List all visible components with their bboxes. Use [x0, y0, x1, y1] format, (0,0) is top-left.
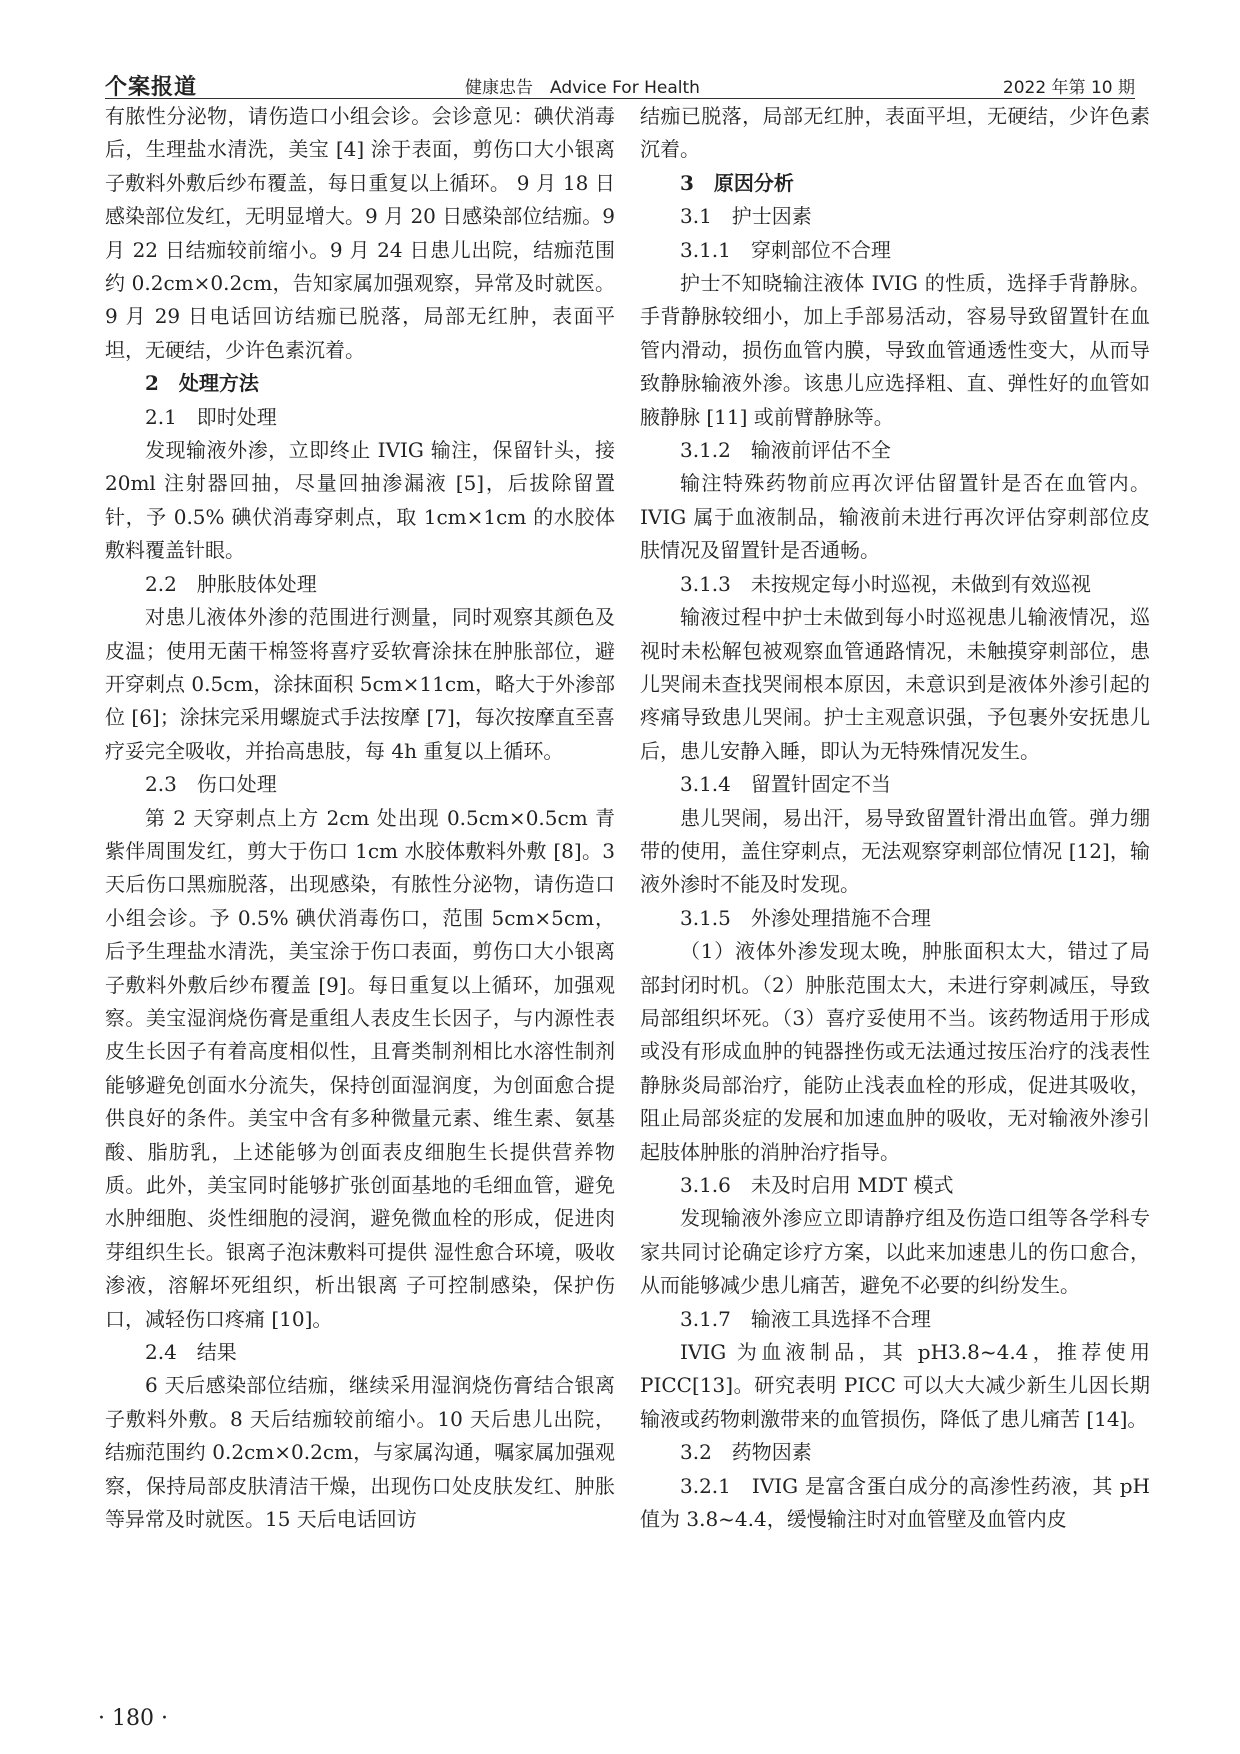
subsection-heading: 3.2 药物因素: [680, 1440, 812, 1465]
subsection-heading: 2.2 肿胀肢体处理: [145, 571, 317, 596]
subsection-heading: 3.1.2 输液前评估不全: [680, 438, 891, 463]
body-paragraph: 输注特殊药物前应再次评估留置针是否在血管内。IVIG 属于血液制品，输液前未进行再次评估穿刺部位皮肤情况及留置针是否通畅。: [640, 471, 1150, 563]
subsection-heading: 2.3 伤口处理: [145, 772, 277, 797]
body-paragraph: 患儿哭闹，易出汗，易导致留置针滑出血管。弹力绷带的使用，盖住穿刺点，无法观察穿刺部位情况 [12]，输液外渗时不能及时发现。: [640, 805, 1150, 897]
page-number: · 180 ·: [98, 1706, 168, 1731]
subsection-heading: 3.1.1 穿刺部位不合理: [680, 237, 891, 262]
journal-name: 健康忠告 Advice For Health: [465, 78, 700, 98]
body-paragraph: 结痂已脱落，局部无红肿，表面平坦，无硬结，少许色素沉着。: [640, 104, 1150, 162]
subsection-heading: 3.1.4 留置针固定不当: [680, 772, 891, 797]
header-rule: [105, 98, 1135, 99]
body-paragraph: 发现输液外渗应立即请静疗组及伤造口组等各学科专家共同讨论确定诊疗方案，以此来加速患儿的伤口愈合，从而能够减少患儿痛苦，避免不必要的纠纷发生。: [640, 1206, 1150, 1298]
body-paragraph: 6 天后感染部位结痂，继续采用湿润烧伤膏结合银离子敷料外敷。8 天后结痂较前缩小。10 天后患儿出院，结痂范围约 0.2cm×0.2cm，与家属沟通，嘱家属加强观察，保持局部皮肤清洁干燥，出现伤口处皮肤发红、肿胀等异常及时就医。15 天后电话回访: [105, 1373, 615, 1532]
subsection-heading: 3.1.7 输液工具选择不合理: [680, 1306, 931, 1331]
section-heading: 3 原因分析: [680, 170, 794, 195]
subsection-heading: 3.1 护士因素: [680, 204, 812, 229]
body-paragraph: 第 2 天穿刺点上方 2cm 处出现 0.5cm×0.5cm 青紫伴周围发红，剪大于伤口 1cm 水胶体敷料外敷 [8]。3 天后伤口黑痂脱落，出现感染，有脓性分泌物，请伤造口小组会诊。予 0.5% 碘伏消毒伤口，范围 5cm×5cm，后予生理盐水清洗，美宝涂于伤口表面，剪伤口大小银离子敷料外敷后纱布覆盖 [9]。每日重复以上循环，加强观察。美宝湿润烧伤膏是重组人表皮生长因子，与内源性表皮生长因子有着高度相似性，且膏类制剂相比水溶性制剂能够避免创面水分流失，保持创面湿润度，为创面愈合提供良好的条件。美宝中含有多种微量元素、维生素、氨基酸、脂肪乳，上述能够为创面表皮细胞生长提供营养物质。此外，美宝同时能够扩张创面基地的毛细血管，避免水肿细胞、炎性细胞的浸润，避免微血栓的形成，促进肉芽组织生长。银离子泡沫敷料可提供 湿性愈合环境，吸收渗液，溶解坏死组织，析出银离 子可控制感染，保护伤口，减轻伤口疼痛 [10]。: [105, 805, 615, 1331]
body-paragraph: 输液过程中护士未做到每小时巡视患儿输液情况，巡视时未松解包被观察血管通路情况，未触摸穿刺部位，患儿哭闹未查找哭闹根本原因，未意识到是液体外渗引起的疼痛导致患儿哭闹。护士主观意识强，予包裹外安抚患儿后，患儿安静入睡，即认为无特殊情况发生。: [640, 605, 1150, 763]
running-header: [105, 70, 1135, 100]
issue-label: 2022 年第 10 期: [1002, 78, 1135, 98]
left-column: [105, 100, 615, 1536]
body-paragraph: （1）液体外渗发现太晚，肿胀面积太大，错过了局部封闭时机。（2）肿胀范围太大，未进行穿刺减压，导致局部组织坏死。（3）喜疗妥使用不当。该药物适用于形成或没有形成血肿的钝器挫伤或无法通过按压治疗的浅表性静脉炎局部治疗，能防止浅表血栓的形成，促进其吸收，阻止局部炎症的发展和加速血肿的吸收，无对输液外渗引起肢体肿胀的消肿治疗指导。: [640, 939, 1150, 1164]
subsection-heading: 2.4 结果: [145, 1340, 237, 1365]
body-paragraph: 有脓性分泌物，请伤造口小组会诊。会诊意见：碘伏消毒后，生理盐水清洗，美宝 [4] 涂于表面，剪伤口大小银离子敷料外敷后纱布覆盖，每日重复以上循环。 9 月 18 日感染部位发红，无明显增大。9 月 20 日感染部位结痂。9 月 22 日结痂较前缩小。9 月 24 日患儿出院，结痂范围约 0.2cm×0.2cm，告知家属加强观察，异常及时就医。9 月 29 日电话回访结痂已脱落，局部无红肿，表面平坦，无硬结，少许色素沉着。: [105, 104, 615, 362]
section-heading: 2 处理方法: [145, 371, 259, 396]
body-paragraph: IVIG 为血液制品，其 pH3.8~4.4，推荐使用 PICC[13]。研究表明 PICC 可以大大减少新生儿因长期输液或药物刺激带来的血管损伤，降低了患儿痛苦 [14]。: [640, 1340, 1150, 1431]
section-title: 个案报道: [105, 75, 198, 100]
subsection-heading: 3.1.5 外渗处理措施不合理: [680, 905, 931, 930]
body-paragraph: 发现输液外渗，立即终止 IVIG 输注，保留针头，接 20ml 注射器回抽，尽量回抽渗漏液 [5]，后拔除留置针，予 0.5% 碘伏消毒穿刺点，取 1cm×1cm 的水胶体敷料覆盖针眼。: [105, 438, 615, 563]
subsection-heading: 2.1 即时处理: [145, 404, 277, 429]
body-paragraph: 护士不知晓输注液体 IVIG 的性质，选择手背静脉。手背静脉较细小，加上手部易活动，容易导致留置针在血管内滑动，损伤血管内膜，导致血管通透性变大，从而导致静脉输液外渗。该患儿应选择粗、直、弹性好的血管如腋静脉 [11] 或前臂静脉等。: [640, 271, 1150, 429]
right-column: [640, 100, 1150, 1536]
subsection-heading: 3.1.6 未及时启用 MDT 模式: [680, 1173, 954, 1197]
body-paragraph: 3.2.1 IVIG 是富含蛋白成分的高渗性药液，其 pH 值为 3.8~4.4，缓慢输注时对血管壁及血管内皮: [640, 1473, 1150, 1532]
body-paragraph: 对患儿液体外渗的范围进行测量，同时观察其颜色及皮温；使用无菌干棉签将喜疗妥软膏涂抹在肿胀部位，避开穿刺点 0.5cm，涂抹面积 5cm×11cm，略大于外渗部位 [6]；涂抹完采用螺旋式手法按摩 [7]，每次按摩直至喜疗妥完全吸收，并抬高患肢，每 4h 重复以上循环。: [105, 605, 615, 763]
subsection-heading: 3.1.3 未按规定每小时巡视，未做到有效巡视: [680, 571, 1091, 596]
